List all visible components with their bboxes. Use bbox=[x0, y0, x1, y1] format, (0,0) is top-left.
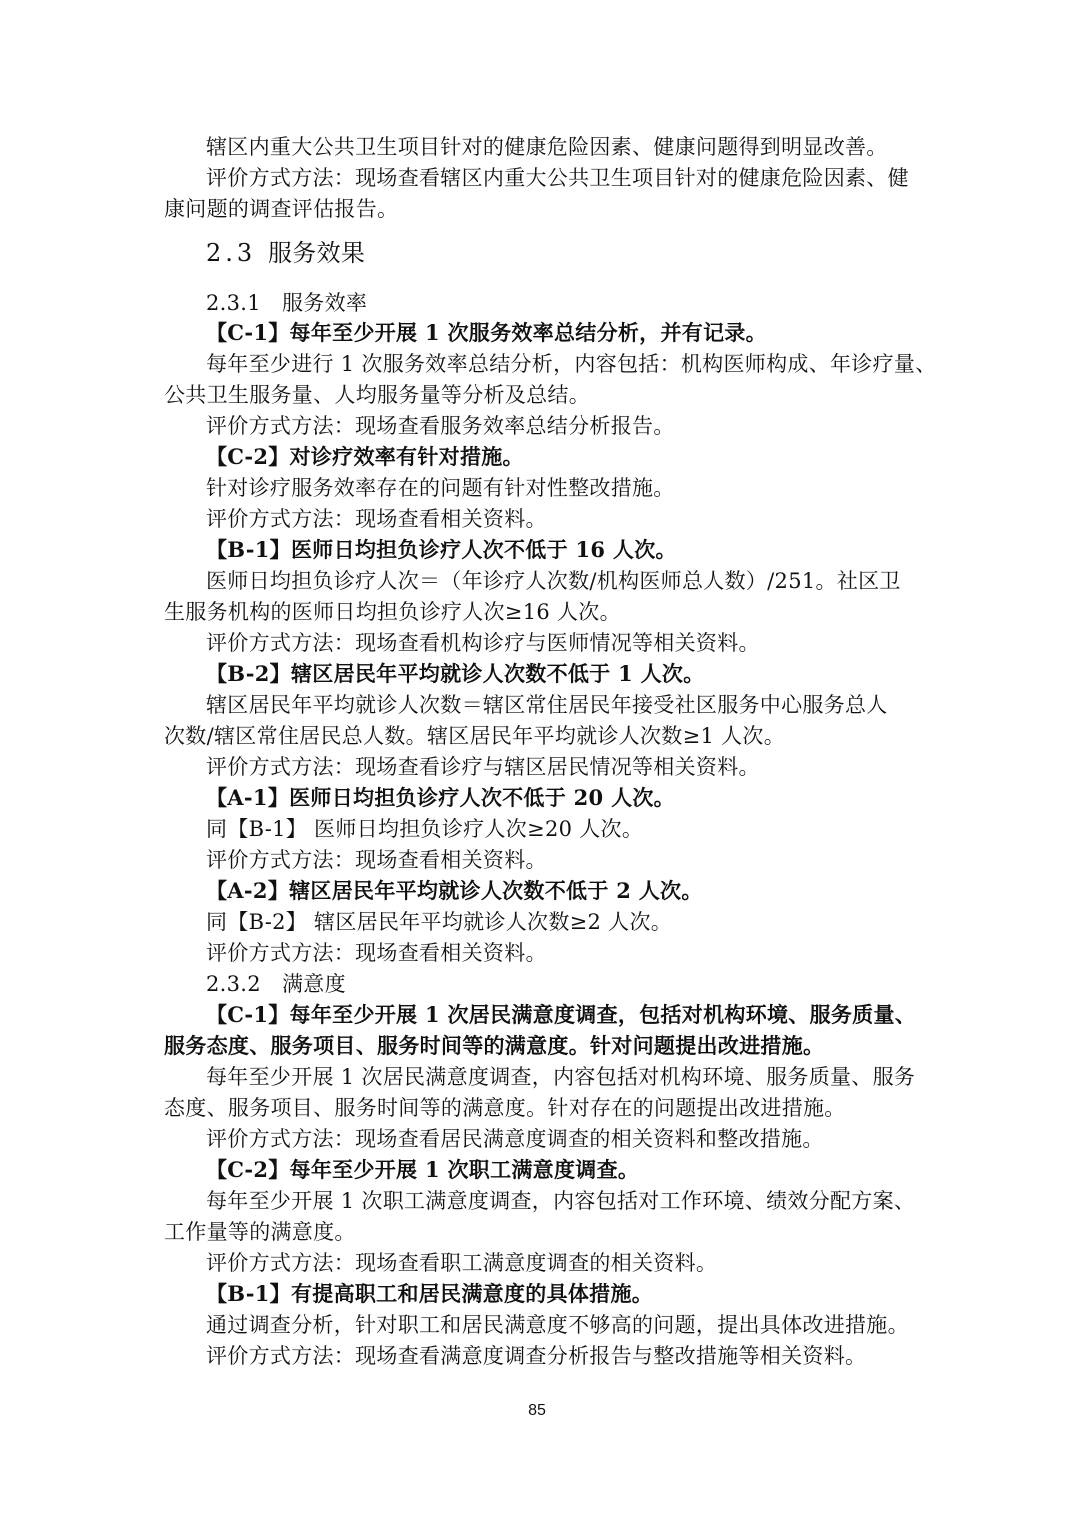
paragraph-line: 辖区居民年平均就诊人次数＝辖区常住居民年接受社区服务中心服务总人 bbox=[206, 693, 888, 717]
criterion-heading: 【C-2】每年至少开展 1 次职工满意度调查。 bbox=[206, 1157, 640, 1182]
section-heading-2-3 bbox=[206, 238, 966, 268]
paragraph-line: 工作量等的满意度。 bbox=[164, 1220, 356, 1244]
subsection-number: 2.3.1 bbox=[206, 291, 261, 315]
subsection-title: 服务效率 bbox=[282, 291, 368, 315]
paragraph-line: 生服务机构的医师日均担负诊疗人次≥16 人次。 bbox=[164, 600, 621, 624]
evaluation-method: 评价方式方法：现场查看职工满意度调查的相关资料。 bbox=[206, 1251, 718, 1275]
subsection-heading-2-3-2 bbox=[206, 969, 966, 999]
paragraph-line: 通过调查分析，针对职工和居民满意度不够高的问题，提出具体改进措施。 bbox=[206, 1313, 909, 1337]
evaluation-method: 评价方式方法：现场查看诊疗与辖区居民情况等相关资料。 bbox=[206, 755, 760, 779]
criterion-heading: 【B-1】医师日均担负诊疗人次不低于 16 人次。 bbox=[206, 537, 677, 562]
section-number: 2.3 bbox=[206, 239, 257, 267]
page-number: 85 bbox=[528, 1402, 546, 1419]
paragraph-line: 每年至少进行 1 次服务效率总结分析，内容包括：机构医师构成、年诊疗量、 bbox=[206, 352, 937, 376]
criterion-heading: 服务态度、服务项目、服务时间等的满意度。针对问题提出改进措施。 bbox=[164, 1033, 825, 1058]
paragraph-line: 同【B-1】 医师日均担负诊疗人次≥20 人次。 bbox=[206, 817, 644, 841]
paragraph-line: 次数/辖区常住居民总人数。辖区居民年平均就诊人次数≥1 人次。 bbox=[164, 724, 786, 748]
paragraph-line: 评价方式方法：现场查看辖区内重大公共卫生项目针对的健康危险因素、健 bbox=[206, 166, 909, 190]
paragraph-line: 针对诊疗服务效率存在的问题有针对性整改措施。 bbox=[206, 476, 675, 500]
evaluation-method: 评价方式方法：现场查看服务效率总结分析报告。 bbox=[206, 414, 675, 438]
section-title: 服务效果 bbox=[268, 239, 366, 267]
subsection-heading-2-3-1 bbox=[206, 288, 966, 318]
evaluation-method: 评价方式方法：现场查看相关资料。 bbox=[206, 507, 547, 531]
evaluation-method: 评价方式方法：现场查看相关资料。 bbox=[206, 941, 547, 965]
paragraph-line: 辖区内重大公共卫生项目针对的健康危险因素、健康问题得到明显改善。 bbox=[206, 135, 888, 159]
paragraph-line: 医师日均担负诊疗人次＝（年诊疗人次数/机构医师总人数）/251。社区卫 bbox=[206, 569, 901, 593]
criterion-heading: 【A-1】医师日均担负诊疗人次不低于 20 人次。 bbox=[206, 785, 675, 810]
criterion-heading: 【C-1】每年至少开展 1 次居民满意度调查，包括对机构环境、服务质量、 bbox=[206, 1002, 917, 1027]
paragraph-line: 同【B-2】 辖区居民年平均就诊人次数≥2 人次。 bbox=[206, 910, 673, 934]
subsection-title: 满意度 bbox=[282, 972, 346, 996]
criterion-heading: 【B-2】辖区居民年平均就诊人次数不低于 1 人次。 bbox=[206, 661, 705, 686]
criterion-heading: 【A-2】辖区居民年平均就诊人次数不低于 2 人次。 bbox=[206, 878, 703, 903]
evaluation-method: 评价方式方法：现场查看满意度调查分析报告与整改措施等相关资料。 bbox=[206, 1344, 867, 1368]
paragraph-line: 每年至少开展 1 次居民满意度调查，内容包括对机构环境、服务质量、服务 bbox=[206, 1065, 916, 1089]
subsection-number: 2.3.2 bbox=[206, 972, 261, 996]
paragraph-line: 每年至少开展 1 次职工满意度调查，内容包括对工作环境、绩效分配方案、 bbox=[206, 1189, 916, 1213]
paragraph-line: 态度、服务项目、服务时间等的满意度。针对存在的问题提出改进措施。 bbox=[164, 1096, 846, 1120]
paragraph-line: 康问题的调查评估报告。 bbox=[164, 197, 399, 221]
criterion-heading: 【C-2】对诊疗效率有针对措施。 bbox=[206, 444, 524, 469]
criterion-heading: 【B-1】有提高职工和居民满意度的具体措施。 bbox=[206, 1281, 654, 1306]
evaluation-method: 评价方式方法：现场查看机构诊疗与医师情况等相关资料。 bbox=[206, 631, 760, 655]
paragraph-line: 公共卫生服务量、人均服务量等分析及总结。 bbox=[164, 383, 590, 407]
evaluation-method: 评价方式方法：现场查看居民满意度调查的相关资料和整改措施。 bbox=[206, 1127, 824, 1151]
criterion-heading: 【C-1】每年至少开展 1 次服务效率总结分析，并有记录。 bbox=[206, 320, 767, 345]
evaluation-method: 评价方式方法：现场查看相关资料。 bbox=[206, 848, 547, 872]
